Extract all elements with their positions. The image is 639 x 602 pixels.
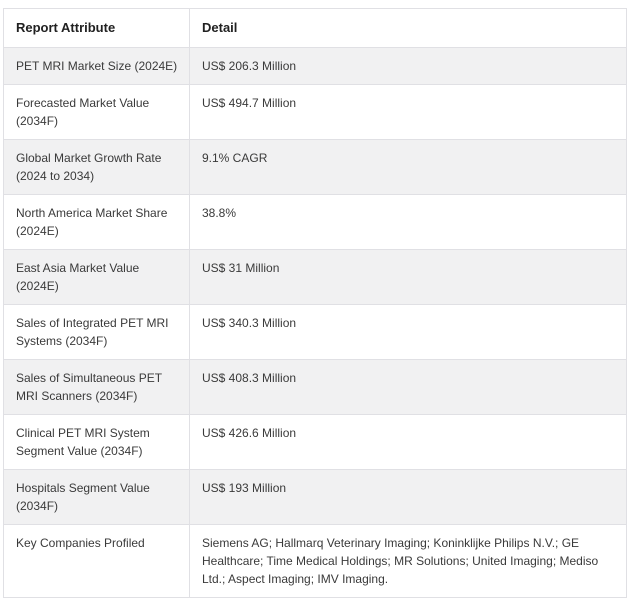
table-row xyxy=(4,48,627,85)
detail-cell: US$ 426.6 Million xyxy=(190,415,627,470)
column-header-report-attribute: Report Attribute xyxy=(4,9,190,48)
detail-cell: Siemens AG; Hallmarq Veterinary Imaging; Koninklijke Philips N.V.; GE Healthcare; Time Medical Holdings; MR Solutions; United Imaging; Mediso Ltd.; Aspect Imaging; IMV Imaging. xyxy=(190,525,627,598)
table-row xyxy=(4,470,627,525)
header-row xyxy=(4,9,627,48)
detail-cell: 9.1% CAGR xyxy=(190,140,627,195)
attribute-cell: Sales of Integrated PET MRI Systems (2034F) xyxy=(4,305,190,360)
detail-cell: US$ 408.3 Million xyxy=(190,360,627,415)
attribute-cell: PET MRI Market Size (2024E) xyxy=(4,48,190,85)
detail-cell: US$ 206.3 Million xyxy=(190,48,627,85)
table-row xyxy=(4,360,627,415)
report-summary-table xyxy=(3,8,627,598)
attribute-cell: Global Market Growth Rate (2024 to 2034) xyxy=(4,140,190,195)
detail-cell: US$ 193 Million xyxy=(190,470,627,525)
attribute-cell: North America Market Share (2024E) xyxy=(4,195,190,250)
detail-cell: US$ 494.7 Million xyxy=(190,85,627,140)
table-row xyxy=(4,415,627,470)
table-row xyxy=(4,85,627,140)
detail-cell: US$ 31 Million xyxy=(190,250,627,305)
table-row xyxy=(4,525,627,598)
attribute-cell: East Asia Market Value (2024E) xyxy=(4,250,190,305)
attribute-cell: Key Companies Profiled xyxy=(4,525,190,598)
attribute-cell: Hospitals Segment Value (2034F) xyxy=(4,470,190,525)
table-row xyxy=(4,250,627,305)
column-header-detail: Detail xyxy=(190,9,627,48)
table-row xyxy=(4,305,627,360)
table-row xyxy=(4,195,627,250)
table-row xyxy=(4,140,627,195)
detail-cell: 38.8% xyxy=(190,195,627,250)
detail-cell: US$ 340.3 Million xyxy=(190,305,627,360)
attribute-cell: Clinical PET MRI System Segment Value (2034F) xyxy=(4,415,190,470)
attribute-cell: Forecasted Market Value (2034F) xyxy=(4,85,190,140)
attribute-cell: Sales of Simultaneous PET MRI Scanners (2034F) xyxy=(4,360,190,415)
